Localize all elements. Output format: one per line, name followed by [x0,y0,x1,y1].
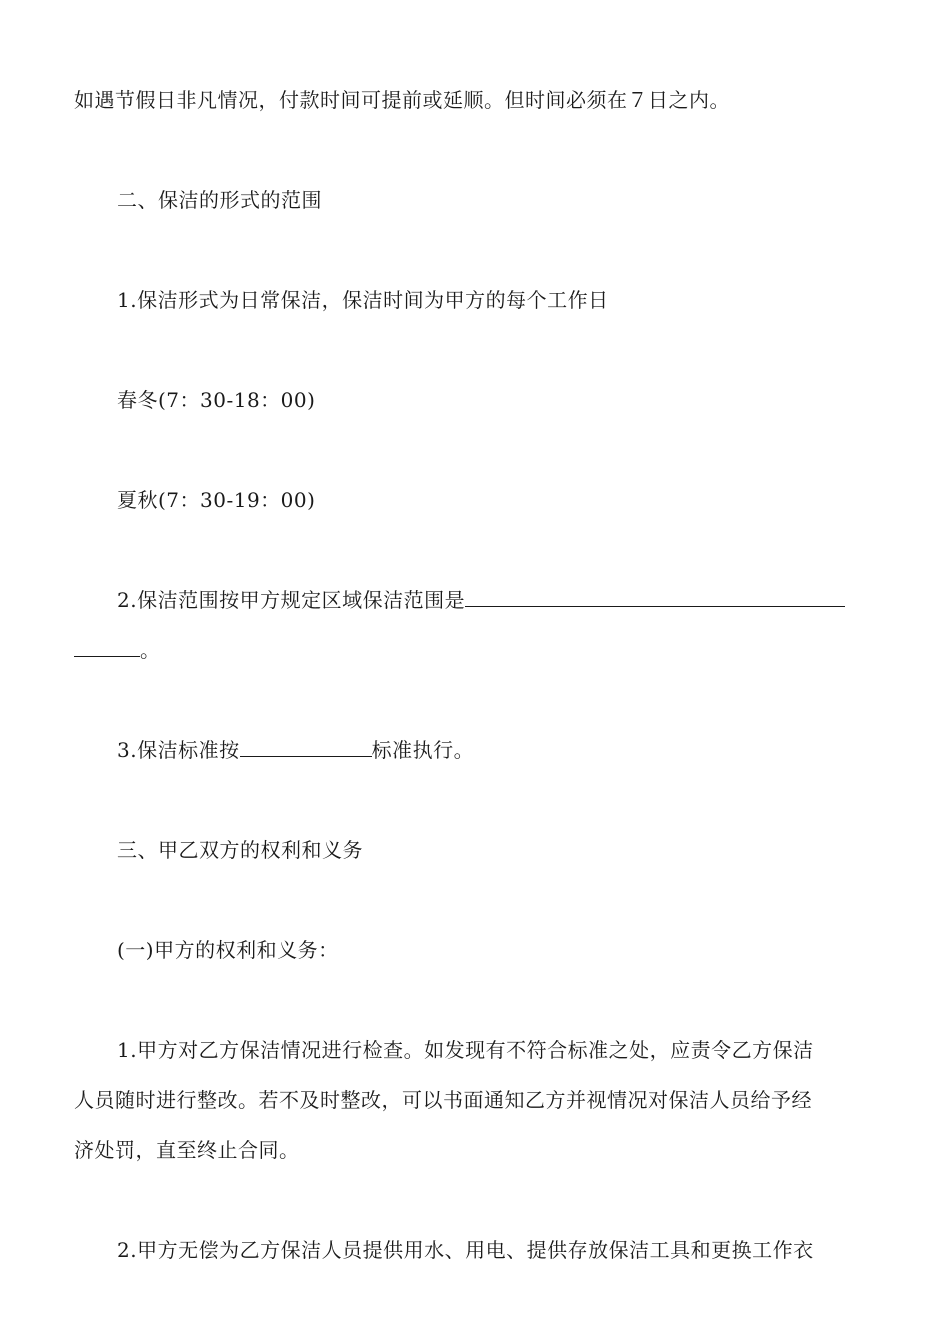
clause-2-1: 1.保洁形式为日常保洁，保洁时间为甲方的每个工作日 [117,288,609,312]
section-heading-3: 三、甲乙双方的权利和义务 [117,838,363,862]
section-heading-2: 二、保洁的形式的范围 [117,188,322,212]
clause-2-2 [117,586,845,614]
clause-3-2-line-1: 2.甲方无偿为乙方保洁人员提供用水、用电、提供存放保洁工具和更换工作衣 [117,1238,814,1262]
clause-3-1-line-3: 济处罚，直至终止合同。 [74,1138,300,1162]
clause-2-3 [117,736,474,764]
subsection-heading-party-a: (一)甲方的权利和义务： [117,938,339,962]
clause-2-2-continuation [74,636,161,664]
scope-blank-field-cont[interactable] [74,636,140,657]
schedule-summer-autumn: 夏秋(7：30-19：00) [117,488,316,512]
paragraph-payment-holiday: 如遇节假日非凡情况，付款时间可提前或延顺。但时间必须在７日之内。 [74,88,730,112]
scope-blank-field[interactable] [465,586,845,607]
schedule-spring-winter: 春冬(7：30-18：00) [117,388,316,412]
clause-2-2-text: 2.保洁范围按甲方规定区域保洁范围是 [117,588,466,612]
clause-2-3-text: 3.保洁标准按 [117,738,240,762]
clause-2-3-end: 标准执行。 [371,738,475,762]
clause-3-1-line-1: 1.甲方对乙方保洁情况进行检查。如发现有不符合标准之处，应责令乙方保洁 [117,1038,814,1062]
clause-2-2-end: 。 [140,638,161,662]
clause-3-1-line-2: 人员随时进行整改。若不及时整改，可以书面通知乙方并视情况对保洁人员给予经 [74,1088,812,1112]
standard-blank-field[interactable] [240,736,372,757]
